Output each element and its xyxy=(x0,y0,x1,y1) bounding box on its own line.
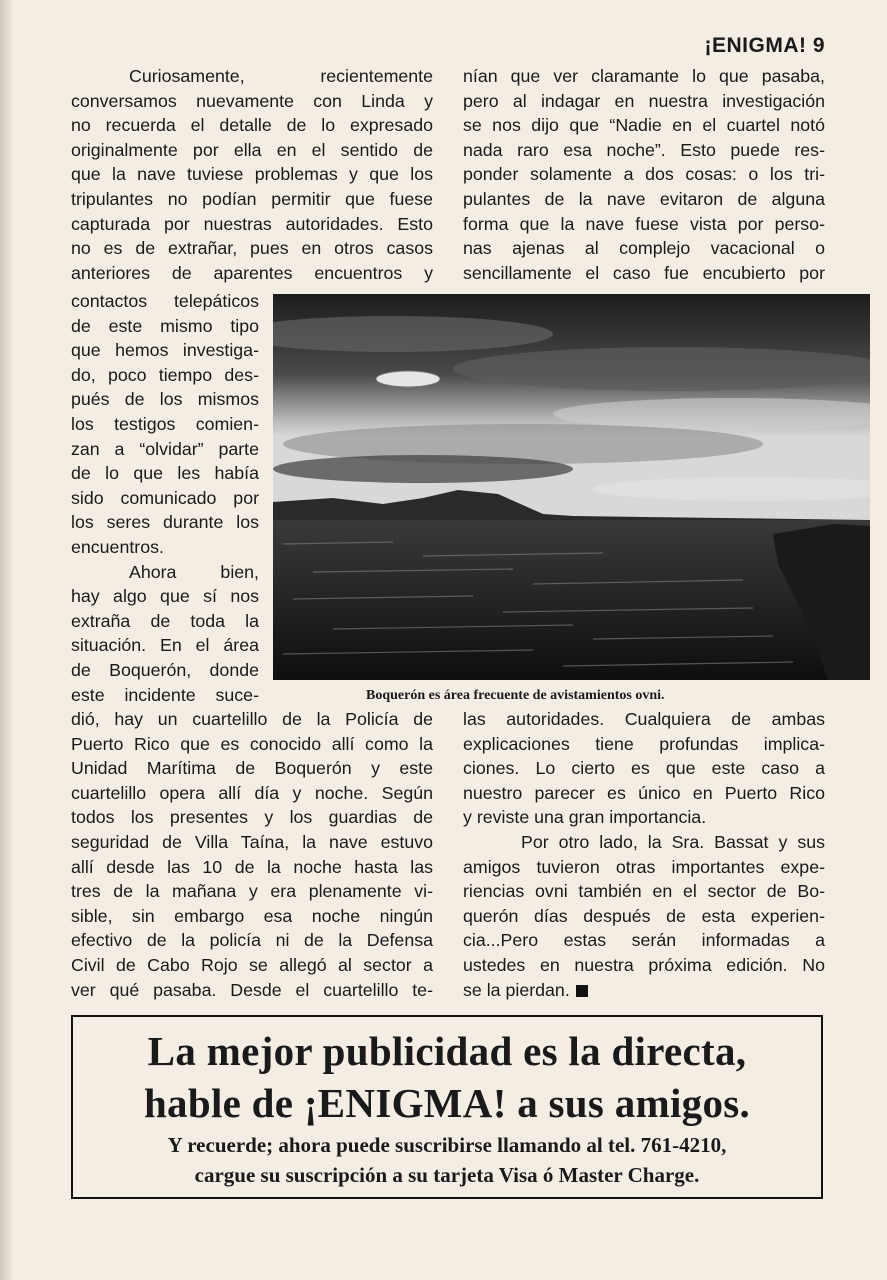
text-line: no recuerda el detalle de lo expresado xyxy=(71,115,433,136)
text-line: ver qué pasaba. Desde el cuartelillo te- xyxy=(71,979,433,1000)
text-line: capturada por nuestras autoridades. Esto xyxy=(71,213,433,234)
ad-subline-2: cargue su suscripción a su tarjeta Visa ó Master Charge. xyxy=(194,1163,700,1187)
text-line: querón días después de esta experien- xyxy=(463,905,825,926)
text-line: amigos tuvieron otras importantes expe- xyxy=(463,856,825,877)
left-column-block-2 xyxy=(71,289,259,707)
text-line: ponder solamente a dos cosas: o los tri- xyxy=(463,164,825,185)
text-line: sido comunicado por xyxy=(71,487,259,508)
left-column-block-1 xyxy=(71,64,433,285)
text-line: explicaciones tiene profundas implica- xyxy=(463,733,825,754)
text-line: este incidente suce- xyxy=(71,684,259,705)
text-line: sible, sin embargo esa noche ningún xyxy=(71,905,433,926)
text-line: se la pierdan. xyxy=(463,978,825,1003)
ufo-object xyxy=(376,371,440,387)
text-line: seguridad de Villa Taína, la nave estuvo xyxy=(71,831,433,852)
text-line: do, poco tiempo des- xyxy=(71,364,259,385)
text-line: nían que ver claramante lo que pasaba, xyxy=(463,66,825,86)
text-line: ustedes en nuestra próxima edición. No xyxy=(463,954,825,975)
right-column-block-2 xyxy=(463,707,825,1002)
text-line: los testigos comien- xyxy=(71,413,259,434)
text-line: cuartelillo opera allí día y noche. Según xyxy=(71,782,433,803)
text-line: conversamos nuevamente con Linda y xyxy=(71,90,433,111)
left-column-block-3 xyxy=(71,707,433,1002)
text-line: Curiosamente, recientemente xyxy=(129,66,433,86)
page-header: ¡ENIGMA! 9 xyxy=(704,34,825,57)
ad-headline-2: hable de ¡ENIGMA! a sus amigos. xyxy=(143,1080,751,1126)
text-line: zan a “olvidar” parte xyxy=(71,438,259,459)
photo-caption: Boquerón es área frecuente de avistamientos ovni. xyxy=(366,688,665,703)
text-line: hay algo que sí nos xyxy=(71,586,259,607)
text-line: dió, hay un cuartelillo de la Policía de xyxy=(71,709,433,729)
text-line: pero al indagar en nuestra investigación xyxy=(463,90,825,111)
text-line: pulantes de la nave evitaron de alguna xyxy=(463,188,825,209)
text-line: Unidad Marítima de Boquerón y este xyxy=(71,758,433,779)
ad-headline-1: La mejor publicidad es la directa, xyxy=(147,1028,747,1074)
text-line: Puerto Rico que es conocido allí como la xyxy=(71,733,433,754)
advertisement-box xyxy=(71,1015,823,1199)
text-line: de este mismo tipo xyxy=(71,315,259,336)
text-line: Civil de Cabo Rojo se allegó al sector a xyxy=(71,954,433,975)
text-line: se nos dijo que “Nadie en el cuartel notó xyxy=(463,115,825,136)
text-line: que hemos investiga- xyxy=(71,340,259,361)
text-line: anteriores de aparentes encuentros y xyxy=(71,262,433,283)
text-line: originalmente por ella en el sentido de xyxy=(71,139,433,160)
text-line: nada raro esa noche”. Esto puede res- xyxy=(463,139,825,160)
text-line: situación. En el área xyxy=(71,635,259,656)
text-line: no es de extrañar, pues en otros casos xyxy=(71,238,433,259)
text-line: cia...Pero estas serán informadas a xyxy=(463,930,825,951)
text-line: riencias ovni también en el sector de Bo- xyxy=(463,881,825,902)
text-line: Por otro lado, la Sra. Bassat y sus xyxy=(521,831,825,852)
right-column-block-1 xyxy=(463,64,825,285)
text-line: que la nave tuviese problemas y que los xyxy=(71,164,433,185)
ad-subline-1: Y recuerde; ahora puede suscribirse llamando al tel. 761-4210, xyxy=(167,1133,727,1157)
text-line: Ahora bien, xyxy=(129,561,259,582)
text-line: forma que la nave fuese vista por perso- xyxy=(463,213,825,234)
text-line: extraña de toda la xyxy=(71,610,259,631)
text-line: nas ajenas al complejo vacacional o xyxy=(463,238,825,259)
text-line: pués de los mismos xyxy=(71,389,259,410)
end-of-article-mark xyxy=(576,985,588,997)
text-line: encuentros. xyxy=(71,536,164,557)
text-line: de lo que les había xyxy=(71,463,259,484)
text-line: de Boquerón, donde xyxy=(71,659,259,680)
text-line: tres de la mañana y era plenamente vi- xyxy=(71,881,433,902)
text-line: nuestro parecer es único en Puerto Rico xyxy=(463,782,825,803)
text-line: y reviste una gran importancia. xyxy=(463,807,707,828)
ufo-seascape-photo xyxy=(273,294,870,680)
page-edge xyxy=(0,0,14,1280)
text-line: ciones. Lo cierto es que este caso a xyxy=(463,758,825,779)
text-line: sencillamente el caso fue encubierto por xyxy=(463,262,825,283)
text-line: todos los presentes y los guardias de xyxy=(71,807,433,828)
text-line: los seres durante los xyxy=(71,512,259,533)
text-line: las autoridades. Cualquiera de ambas xyxy=(463,709,825,729)
text-line: efectivo de la policía ni de la Defensa xyxy=(71,930,433,951)
text-line: contactos telepáticos xyxy=(71,291,259,311)
text-line: allí desde las 10 de la noche hasta las xyxy=(71,856,433,877)
text-line: tripulantes no podían permitir que fuese xyxy=(71,188,433,209)
